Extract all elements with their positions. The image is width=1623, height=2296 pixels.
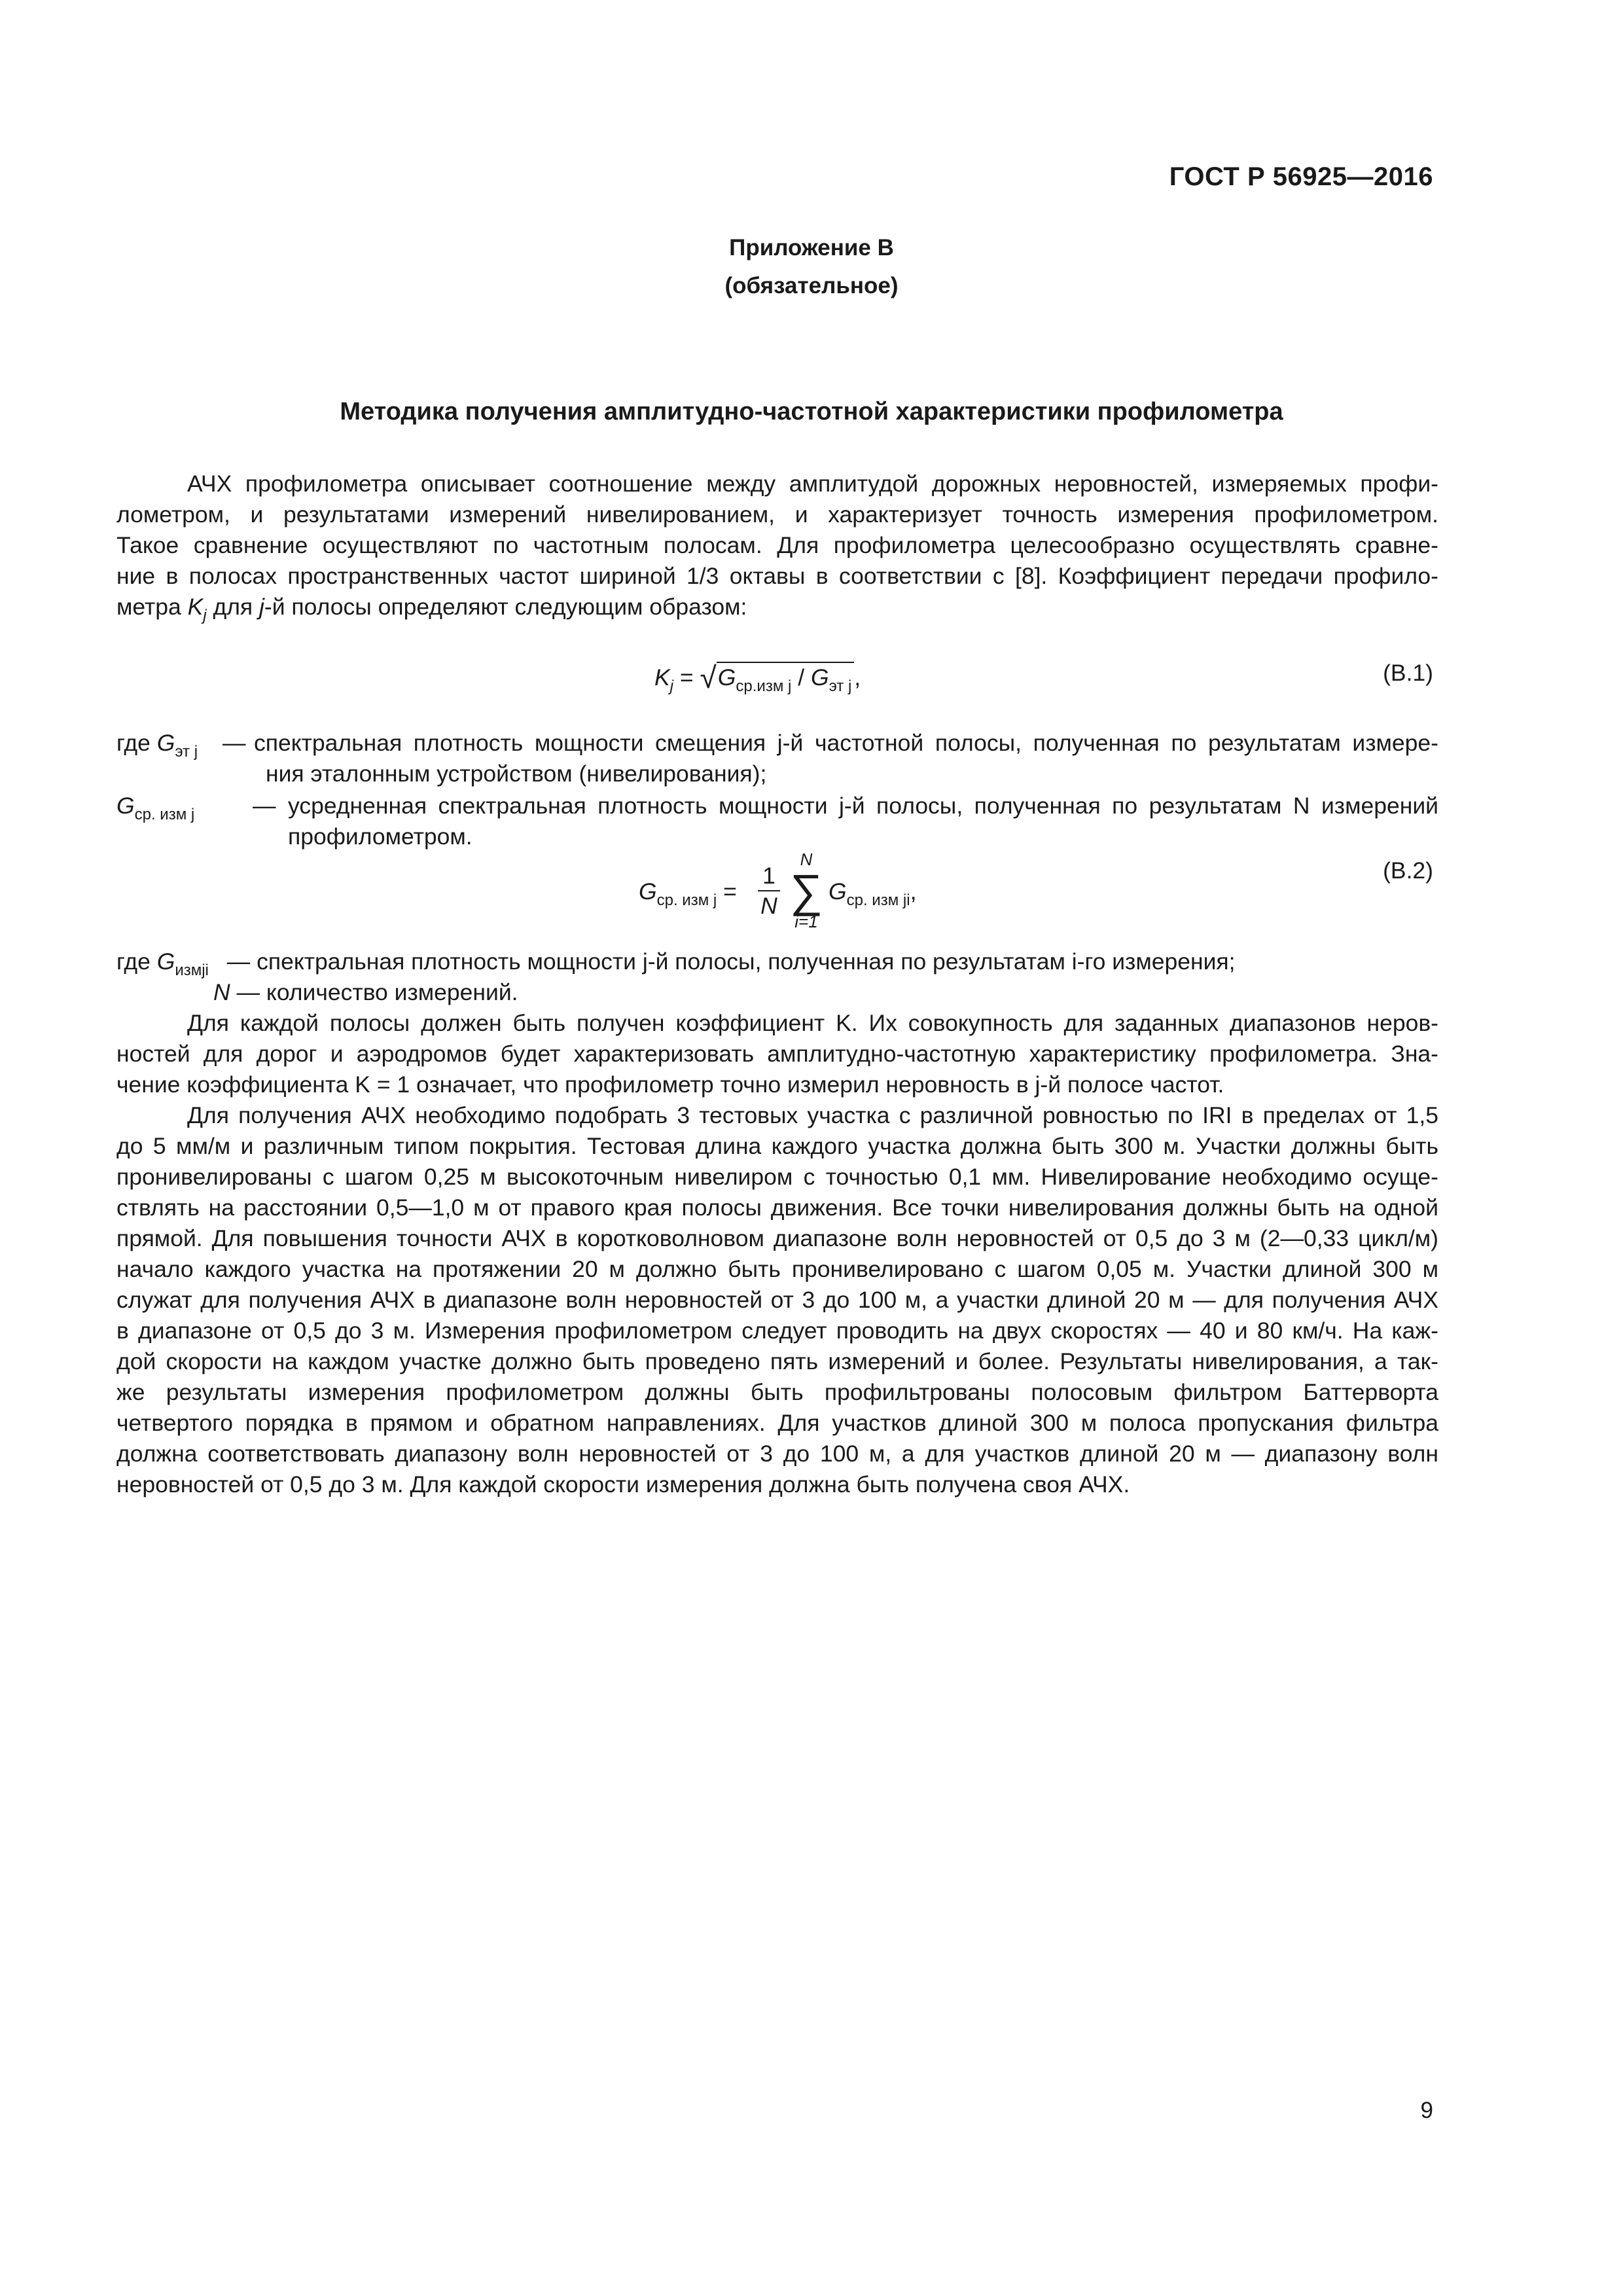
paragraph-line: неровностей от 0,5 до 3 м. Для каждой скорости измерения должна быть получена своя АЧХ.	[116, 1471, 1130, 1498]
fraction	[758, 861, 780, 920]
equals-sign: =	[679, 664, 694, 691]
paragraph-line: должна соответствовать диапазону волн неровностей от 3 до 100 м, а для участков длиной 20 м — диапазону волн	[116, 1441, 1438, 1467]
formula-b2-term	[829, 878, 917, 909]
sum-upper-limit: N	[800, 850, 813, 869]
paragraph-line: четвертого порядка в прямом и обратном направлениях. Для участков длиной 300 м полоса пропускания фильтра	[116, 1410, 1438, 1436]
paragraph-method	[116, 1100, 1438, 1500]
paragraph-line: ностей для дорог и аэродромов будет характеризовать амплитудно-частотную характеристику профилометра. Зна-	[116, 1041, 1438, 1067]
intro-word: -й полосы определяют следующим образом:	[264, 594, 747, 620]
g-subscript: ср. изм j	[134, 806, 195, 823]
sqrt-radicand	[717, 662, 855, 695]
page-number: 9	[1420, 2098, 1433, 2123]
paragraph-line: же результаты измерения профилометром должны быть профильтрованы полосовым фильтром Баттерворта	[116, 1379, 1438, 1405]
paragraph-line: Для получения АЧХ необходимо подобрать 3 тестовых участка с различной ровностью по IRI в пределах от 1,5	[187, 1102, 1438, 1128]
g-symbol: G	[116, 793, 135, 819]
k-symbol: K	[187, 594, 204, 620]
g-subscript: измji	[175, 961, 209, 979]
g-symbol: G	[156, 730, 175, 756]
equals-sign: =	[723, 878, 737, 905]
annex-title: Приложение В	[729, 235, 894, 260]
paragraph-coefficient	[116, 1008, 1438, 1100]
comma: ,	[854, 664, 861, 691]
paragraph-line: пронивелированы с шагом 0,25 м высокоточным нивелиром с точностью 0,1 мм. Нивелирование необходимо осуще-	[116, 1164, 1438, 1190]
fraction-numerator: 1	[758, 861, 780, 891]
definition-g-izm	[116, 946, 1438, 977]
equation-number-b2: (В.2)	[1383, 857, 1433, 884]
definition-text	[254, 728, 1438, 789]
em-dash: —	[253, 793, 276, 819]
em-dash: —	[236, 979, 260, 1005]
definition-lead: где	[116, 730, 151, 756]
intro-line: Такое сравнение осуществляют по частотным полосам. Для профилометра целесообразно осуществлять сравне-	[116, 532, 1438, 558]
j-symbol: j	[259, 594, 264, 620]
definition-n	[213, 977, 518, 1008]
annex-status: (обязательное)	[724, 273, 899, 298]
comma: ,	[910, 878, 917, 905]
definition-line: усредненная спектральная плотность мощности j-й полосы, полученная по результатам N измерений	[288, 793, 1438, 819]
g-symbol: G	[156, 948, 175, 975]
definition-line: спектральная плотность мощности смещения j-й частотной полосы, полученная по результатам измере-	[254, 730, 1438, 756]
g-subscript: ср. изм ji	[846, 891, 910, 909]
definition-text: количество измерений.	[266, 979, 518, 1005]
paragraph-line: служат для получения АЧХ в диапазоне волн неровностей от 3 до 100 м, а участки длиной 20 м — для получения АЧХ	[116, 1287, 1438, 1313]
definition-text: спектральная плотность мощности j-й полосы, полученная по результатам i-го измерения;	[257, 948, 1236, 975]
standard-code: ГОСТ Р 56925—2016	[1169, 162, 1433, 191]
intro-line: ние в полосах пространственных частот шириной 1/3 октавы в соответствии с [8]. Коэффициент передачи профило-	[116, 563, 1438, 589]
intro-word: для	[213, 594, 253, 620]
definition-lead: где	[116, 948, 151, 975]
sum-lower-limit: i=1	[794, 912, 818, 931]
g-subscript: эт j	[175, 743, 198, 761]
definition-line: ния эталонным устройством (нивелирования);	[266, 761, 767, 787]
paragraph-line: в диапазоне от 0,5 до 3 м. Измерения профилометром следует проводить на двух скоростях — 40 и 80 км/ч. На каж-	[116, 1318, 1438, 1344]
slash: /	[798, 664, 805, 691]
intro-last-line	[116, 592, 1438, 622]
paragraph-line: Для каждой полосы должен быть получен коэффициент K. Их совокупность для заданных диапазонов неров-	[187, 1010, 1438, 1036]
intro-line: лометром, и результатами измерений нивелированием, и характеризует точность измерения профилометром.	[116, 501, 1438, 528]
formula-b1	[654, 657, 861, 695]
g-symbol: G	[810, 664, 829, 691]
section-title: Методика получения амплитудно-частотной характеристики профилометра	[340, 398, 1283, 425]
paragraph-line: ствлять на расстоянии 0,5—1,0 м от правого края полосы движения. Все точки нивелирования должны быть на одной	[116, 1194, 1438, 1221]
intro-word: метра	[116, 594, 181, 620]
g-symbol: G	[717, 664, 736, 691]
sqrt-sign: √	[700, 660, 717, 694]
g-symbol: G	[829, 878, 847, 905]
fraction-denominator: N	[760, 893, 777, 919]
equation-number-b1: (В.1)	[1383, 660, 1433, 686]
intro-paragraph	[116, 469, 1438, 622]
paragraph-line: до 5 мм/м и различным типом покрытия. Тестовая длина каждого участка должна быть 300 м. Участки должны быть	[116, 1133, 1438, 1159]
g-subscript: эт j	[829, 677, 852, 695]
definition-line: профилометром.	[288, 823, 473, 850]
em-dash: —	[226, 948, 251, 975]
paragraph-line: начало каждого участка на протяжении 20 м должно быть пронивелировано с шагом 0,05 м. Участки длиной 300 м	[116, 1256, 1438, 1282]
definition-term	[116, 791, 194, 821]
g-subscript: ср. изм j	[656, 891, 717, 909]
n-symbol: N	[213, 979, 230, 1005]
intro-line: АЧХ профилометра описывает соотношение между амплитудой дорожных неровностей, измеряемых профи-	[187, 471, 1438, 497]
formula-b1-lhs-sub: j	[669, 677, 674, 695]
sigma-icon: ∑	[790, 865, 823, 916]
paragraph-line: прямой. Для повышения точности АЧХ в коротковолновом диапазоне волн неровностей от 0,5 до 3 м (2—0,33 цикл/м)	[116, 1225, 1438, 1251]
em-dash: —	[223, 730, 246, 756]
k-subscript: j	[203, 607, 207, 624]
paragraph-line: дой скорости на каждом участке должно быть проведено пять измерений и более. Результаты нивелирования, а так-	[116, 1348, 1438, 1374]
formula-b2-lhs	[639, 878, 737, 909]
formula-b1-lhs: K	[654, 664, 670, 691]
definition-text	[288, 791, 1438, 852]
summation	[788, 851, 825, 929]
g-subscript: ср.изм j	[736, 677, 792, 695]
g-symbol: G	[639, 878, 657, 905]
paragraph-line: чение коэффициента K = 1 означает, что профилометр точно измерил неровность в j-й полосе частот.	[116, 1071, 1224, 1098]
